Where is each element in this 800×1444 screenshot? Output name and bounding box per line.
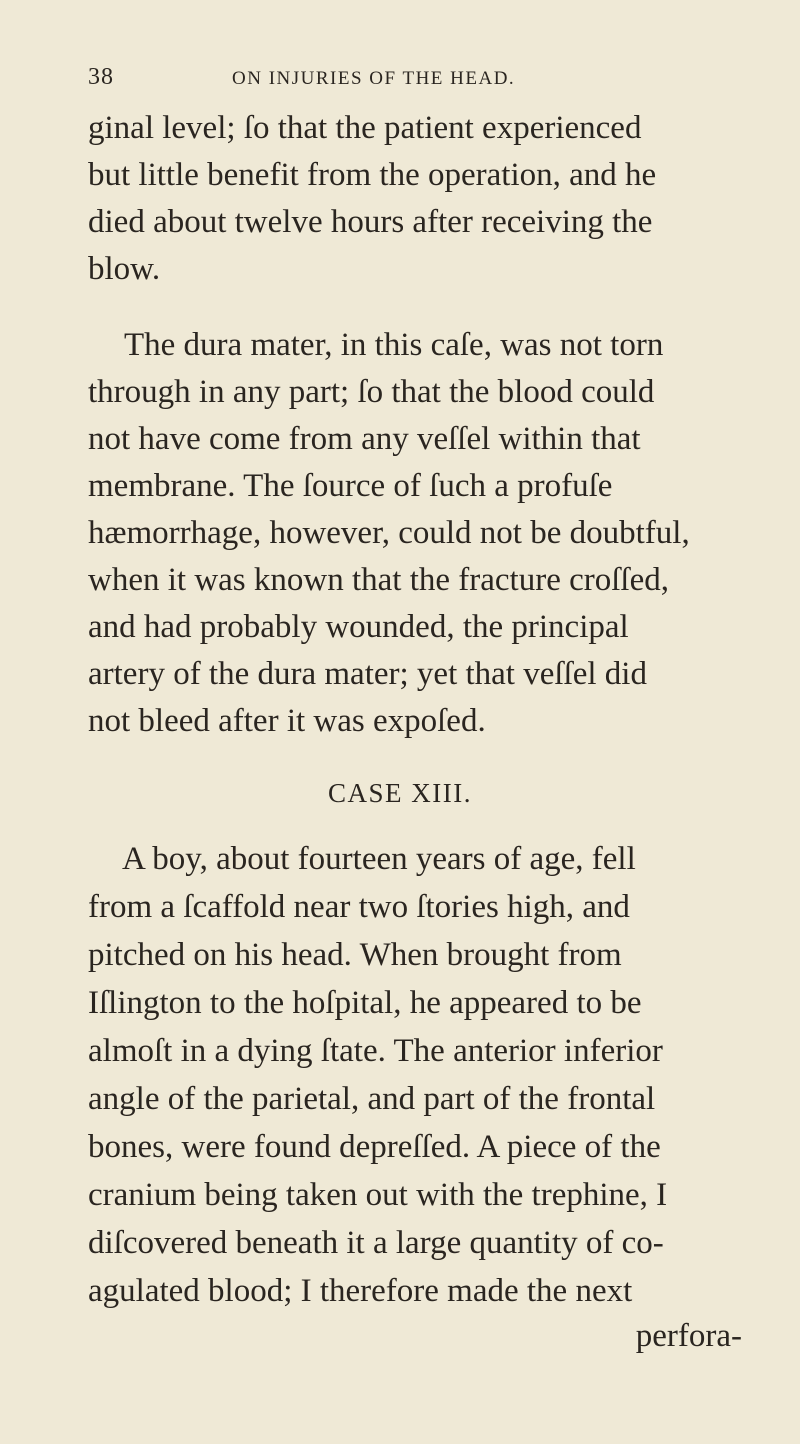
text-line: bones, were found depreſſed. A piece of the <box>88 1129 661 1165</box>
text-line: diſcovered beneath it a large quantity of co- <box>88 1225 664 1261</box>
text-line: membrane. The ſource of ſuch a profuſe <box>88 468 613 504</box>
text-line: died about twelve hours after receiving the <box>88 204 653 240</box>
text-line: agulated blood; I therefore made the next <box>88 1273 633 1309</box>
text-line: artery of the dura mater; yet that veſſel did <box>88 656 647 692</box>
text-line: and had probably wounded, the principal <box>88 609 629 645</box>
text-line: from a ſcaffold near two ſtories high, and <box>88 889 630 925</box>
text-line: when it was known that the fracture croſſed, <box>88 562 669 598</box>
text-line: but little benefit from the operation, and he <box>88 157 657 193</box>
text-line: not have come from any veſſel within that <box>88 421 641 457</box>
text-line: hæmorrhage, however, could not be doubtful, <box>88 515 690 551</box>
text-line: ginal level; ſo that the patient experienced <box>88 110 642 146</box>
running-title: ON INJURIES OF THE HEAD. <box>232 68 516 89</box>
text-line: A boy, about fourteen years of age, fell <box>122 841 636 877</box>
text-line: The dura mater, in this caſe, was not torn <box>124 327 664 363</box>
text-line: pitched on his head. When brought from <box>88 937 622 973</box>
text-line: angle of the parietal, and part of the frontal <box>88 1081 656 1117</box>
catchword: perfora- <box>635 1318 742 1354</box>
text-line: almoſt in a dying ſtate. The anterior inferior <box>88 1033 663 1069</box>
text-line: not bleed after it was expoſed. <box>88 703 486 739</box>
case-heading: CASE XIII. <box>328 778 472 808</box>
text-line: Iſlington to the hoſpital, he appeared to be <box>88 985 642 1021</box>
text-line: blow. <box>88 251 161 287</box>
text-line: through in any part; ſo that the blood could <box>88 374 655 410</box>
page-number: 38 <box>88 64 114 90</box>
text-line: cranium being taken out with the trephine, I <box>88 1177 668 1213</box>
